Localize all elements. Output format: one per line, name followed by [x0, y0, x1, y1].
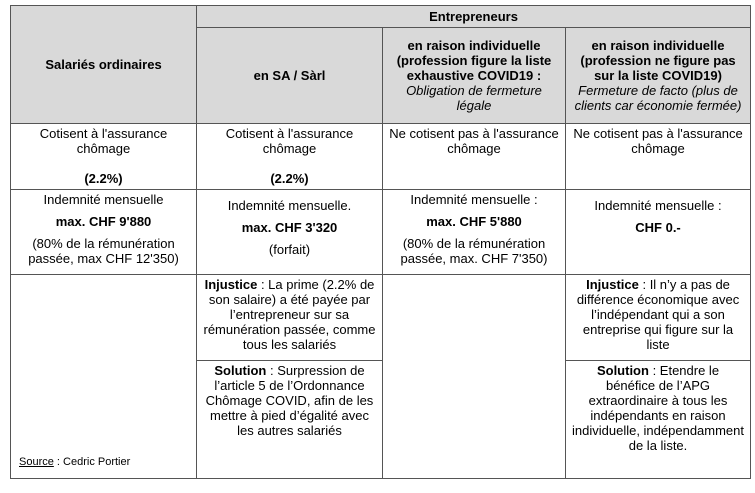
source-note — [19, 455, 130, 470]
solution-nocovid — [566, 361, 751, 479]
indemnite-sa-note: (forfait) — [268, 242, 311, 257]
header-entrepreneurs — [197, 6, 751, 28]
header-sa-sarl-label: en SA / Sàrl — [253, 68, 326, 83]
comparison-table — [10, 5, 751, 479]
indemnite-nocovid-max: CHF 0.- — [635, 220, 681, 235]
cotisation-salaries-text: Cotisent à l'assurance chômage — [39, 126, 168, 156]
header-indiv-nocovid-title: en raison individuelle (profession ne figure pas sur la liste COVID19) — [580, 38, 736, 83]
indemnite-salaries-max: max. CHF 9'880 — [55, 214, 152, 229]
header-indiv-nocovid — [566, 28, 751, 124]
header-indiv-covid — [383, 28, 566, 124]
solution-sa-label: Solution — [214, 363, 267, 378]
cotisation-sa-rate: (2.2%) — [270, 171, 309, 186]
indemnite-salaries-label: Indemnité mensuelle — [43, 192, 164, 207]
source-text: : Cedric Portier — [53, 456, 131, 468]
indemnite-sa — [197, 190, 383, 275]
indemnite-nocovid-label: Indemnité mensuelle : — [594, 198, 722, 213]
header-indiv-covid-subtitle: Obligation de fermeture légale — [406, 83, 542, 113]
indemnite-indiv-nocovid — [566, 190, 751, 275]
injustice-nocovid — [566, 275, 751, 361]
cotisation-indiv-nocovid — [566, 124, 751, 190]
header-sa-sarl — [197, 28, 383, 124]
injustice-nocovid-text: : Il n’y a pas de différence économique avec l’indépendant qui a son entreprise qui figure sur la liste — [576, 277, 740, 352]
injustice-sa-label: Injustice — [204, 277, 258, 292]
indiv-covid-empty-cell — [383, 275, 566, 479]
injustice-sa-text: : La prime (2.2% de son salaire) a été payée par l’entrepreneur sur sa rémunération passée, comme tous les salariés — [203, 277, 376, 352]
header-indiv-nocovid-subtitle: Fermeture de facto (plus de clients car économie fermée) — [574, 83, 742, 113]
cotisation-salaries — [11, 124, 197, 190]
salaries-empty-cell — [11, 275, 197, 479]
solution-nocovid-text: : Etendre le bénéfice de l’APG extraordinaire à tous les indépendants en raison individuelle, indépendamment de la liste. — [572, 363, 745, 453]
cotisation-indiv-covid-text: Ne cotisent pas à l'assurance chômage — [389, 126, 559, 156]
indemnite-salaries — [11, 190, 197, 275]
indemnite-covid-note: (80% de la rémunération passée, max. CHF 7'350) — [400, 236, 548, 266]
header-salaries — [11, 6, 197, 124]
cotisation-sa-text: Cotisent à l'assurance chômage — [225, 126, 354, 156]
indemnite-salaries-note: (80% de la rémunération passée, max CHF 12'350) — [28, 236, 179, 266]
source-label: Source — [19, 456, 54, 468]
injustice-nocovid-label: Injustice — [586, 277, 639, 292]
indemnite-sa-max: max. CHF 3'320 — [241, 220, 338, 235]
cotisation-sa — [197, 124, 383, 190]
header-indiv-covid-title: en raison individuelle (profession figure la liste exhaustive COVID19 : — [396, 38, 552, 83]
cotisation-salaries-rate: (2.2%) — [84, 171, 123, 186]
solution-sa — [197, 361, 383, 479]
injustice-sa — [197, 275, 383, 361]
header-salaries-label: Salariés ordinaires — [45, 57, 162, 72]
indemnite-covid-max: max. CHF 5'880 — [426, 214, 522, 229]
header-entrepreneurs-label: Entrepreneurs — [429, 9, 518, 24]
indemnite-indiv-covid — [383, 190, 566, 275]
solution-nocovid-label: Solution — [596, 363, 649, 378]
indemnite-covid-label: Indemnité mensuelle : — [410, 192, 538, 207]
cotisation-indiv-nocovid-text: Ne cotisent pas à l'assurance chômage — [573, 126, 743, 156]
cotisation-indiv-covid — [383, 124, 566, 190]
indemnite-sa-label: Indemnité mensuelle. — [227, 198, 352, 213]
solution-sa-text: : Surpression de l’article 5 de l’Ordonnance Chômage COVID, afin de les mettre à pied d’égalité avec les autres salariés — [205, 363, 374, 438]
